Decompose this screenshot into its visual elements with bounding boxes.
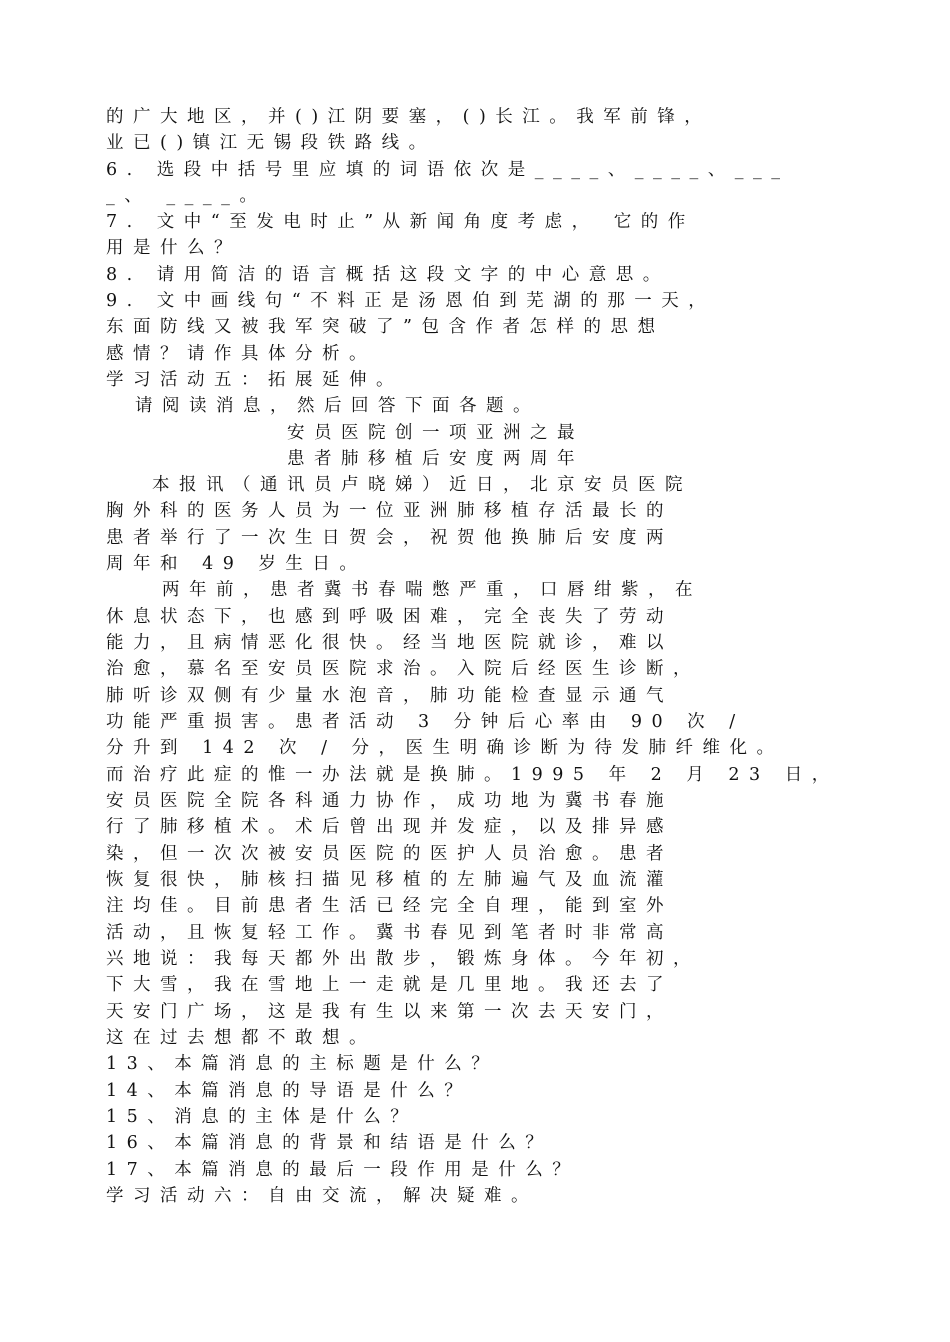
- text-line: 的广大地区，并()江阴要塞，()长江。我军前锋，: [106, 107, 712, 127]
- question-17: 17、本篇消息的最后一段作用是什么？: [106, 1160, 580, 1180]
- text-line: 下大雪，我在雪地上一走就是几里地。我还去了: [106, 975, 673, 995]
- text-line: 功能严重损害。患者活动 3 分钟后心率由 90 次 /: [106, 712, 745, 732]
- text-line: 染，但一次次被安员医院的医护人员治愈。患者: [106, 844, 673, 864]
- text-line: 天安门广场，这是我有生以来第一次去天安门，: [106, 1002, 673, 1022]
- text-line: 肺听诊双侧有少量水泡音，肺功能检查显示通气: [106, 686, 673, 706]
- text-line: 兴地说：我每天都外出散步，锻炼身体。今年初，: [106, 949, 700, 969]
- activity-6-heading: 学习活动六：自由交流，解决疑难。: [106, 1186, 538, 1206]
- question-13: 13、本篇消息的主标题是什么？: [106, 1054, 499, 1074]
- text-line: 而治疗此症的惟一办法就是换肺。1995 年 2 月 23 日，: [106, 765, 839, 785]
- text-line: 安员医院全院各科通力协作，成功地为冀书春施: [106, 791, 673, 811]
- news-main-title: 安员医院创一项亚洲之最: [287, 423, 584, 443]
- news-body: 两年前，患者冀书春喘憋严重，口唇绀紫，在: [162, 580, 702, 600]
- question-15: 15、消息的主体是什么？: [106, 1107, 418, 1127]
- news-sub-title: 患者肺移植后安度两周年: [287, 449, 584, 469]
- text-line: 治愈，慕名至安员医院求治。入院后经医生诊断，: [106, 659, 700, 679]
- instruction: 请阅读消息，然后回答下面各题。: [135, 396, 540, 416]
- question-9: 9. 文中画线句“不料正是汤恩伯到芜湖的那一天，: [106, 291, 716, 311]
- question-14: 14、本篇消息的导语是什么？: [106, 1081, 472, 1101]
- question-6: 6. 选段中括号里应填的词语依次是____、____、___: [106, 160, 790, 180]
- question-9-cont: 感情？请作具体分析。: [106, 344, 376, 364]
- text-line: 周年和 49 岁生日。: [106, 554, 367, 574]
- text-line: 这在过去想都不敢想。: [106, 1028, 376, 1048]
- text-line: 分升到 142 次 / 分，医生明确诊断为待发肺纤维化。: [106, 738, 784, 758]
- text-line: 活动，且恢复轻工作。冀书春见到笔者时非常高: [106, 923, 673, 943]
- text-line: 休息状态下，也感到呼吸困难，完全丧失了劳动: [106, 607, 673, 627]
- text-line: 业已()镇江无锡段铁路线。: [106, 133, 436, 153]
- question-6-blanks: _、 ____。: [106, 186, 267, 206]
- activity-5-heading: 学习活动五：拓展延伸。: [106, 370, 403, 390]
- text-line: 行了肺移植术。术后曾出现并发症，以及排异感: [106, 817, 673, 837]
- text-line: 胸外科的医务人员为一位亚洲肺移植存活最长的: [106, 501, 673, 521]
- news-lead: 本报讯（通讯员卢晓娣）近日，北京安员医院: [152, 475, 692, 495]
- text-line: 注均佳。目前患者生活已经完全自理，能到室外: [106, 896, 673, 916]
- question-8: 8. 请用简洁的语言概括这段文字的中心意思。: [106, 265, 670, 285]
- text-line: 恢复很快，肺核扫描见移植的左肺遍气及血流灌: [106, 870, 673, 890]
- text-line: 患者举行了一次生日贺会，祝贺他换肺后安度两: [106, 528, 673, 548]
- text-line: 能力，且病情恶化很快。经当地医院就诊，难以: [106, 633, 673, 653]
- question-16: 16、本篇消息的背景和结语是什么？: [106, 1133, 553, 1153]
- question-7-cont: 用是什么？: [106, 238, 241, 258]
- question-7: 7. 文中“至发电时止”从新闻角度考虑， 它的作: [106, 212, 695, 232]
- question-9-cont: 东面防线又被我军突破了”包含作者怎样的思想: [106, 317, 665, 337]
